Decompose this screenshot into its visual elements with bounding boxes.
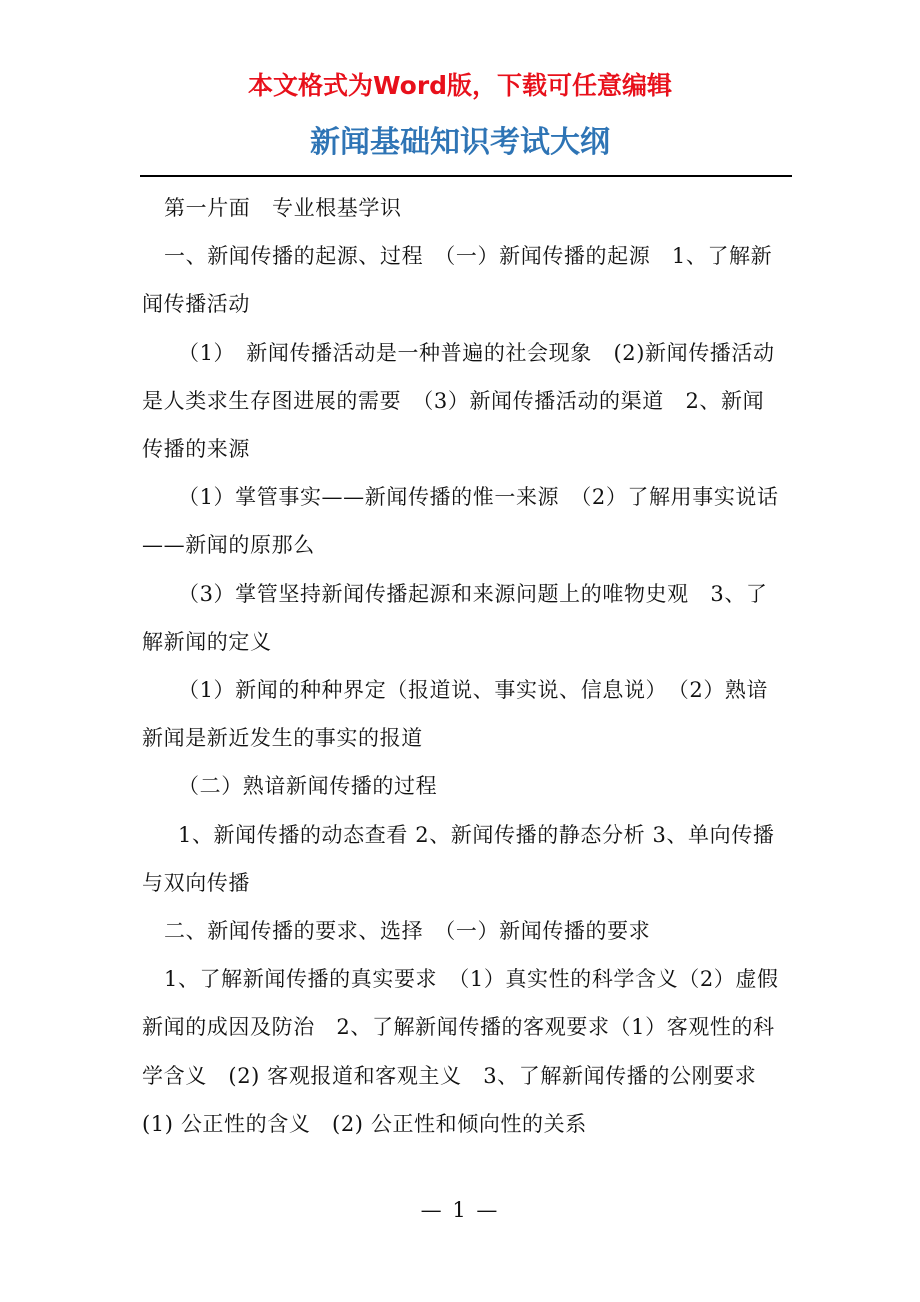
body-paragraph: 二、新闻传播的要求、选择 （一）新闻传播的要求 [164, 919, 651, 944]
body-paragraph: （3）掌管坚持新闻传播起源和来源问题上的唯物史观 3、了解新闻的定义 [142, 581, 768, 654]
body-paragraph: （1）掌管事实——新闻传播的惟一来源 （2）了解用事实说话——新闻的原那么 [142, 485, 779, 558]
body-paragraph: 1、了解新闻传播的真实要求 （1）真实性的科学含义（2）虚假新闻的成因及防治 2、了解新闻传播的客观要求（1）客观性的科学含义 (2) 客观报道和客观主义 3、了解新闻传播的公刚要求 (1) 公正性的含义 (2) 公正性和倾向性的关系 [142, 967, 779, 1136]
document-title: 新闻基础知识考试大纲 [310, 125, 610, 160]
body-paragraph: （1）新闻的种种界定（报道说、事实说、信息说） （2）熟谙新闻是新近发生的事实的报道 [142, 678, 769, 751]
body-paragraph: 1、新闻传播的动态查看 2、新闻传播的静态分析 3、单向传播与双向传播 [142, 822, 775, 895]
section-heading: 第一片面 专业根基学识 [164, 196, 402, 220]
body-paragraph: （1） 新闻传播活动是一种普遍的社会现象 (2)新闻传播活动是人类求生存图进展的需要 （3）新闻传播活动的渠道 2、新闻传播的来源 [142, 340, 775, 462]
body-paragraph: （二）熟谙新闻传播的过程 [178, 774, 438, 799]
format-banner: 本文格式为Word版，下载可任意编辑 [247, 71, 673, 100]
page-number: — 1 — [420, 1198, 500, 1222]
document-body [142, 184, 784, 1148]
body-paragraph: 一、新闻传播的起源、过程 （一）新闻传播的起源 1、了解新闻传播活动 [142, 244, 773, 317]
title-divider [140, 175, 792, 177]
